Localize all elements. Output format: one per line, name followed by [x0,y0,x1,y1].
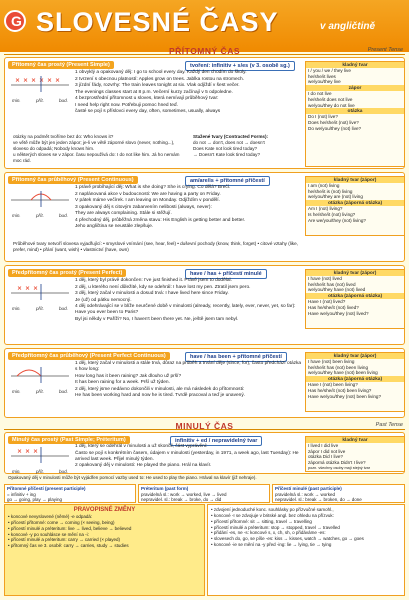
conj-row: we/you/they live [308,79,341,85]
svg-text:×: × [17,285,23,292]
conj-row: Have we/you/they (not) been living? [308,393,382,399]
conj-row: he/she/it is (not) living [308,188,353,194]
past-simple-conjugation [305,436,405,472]
preterite-title: Préteritum (past form) [141,486,189,491]
spelling-rule: • koncové -ie se mění na -y před -ing: lie → lying, tie → tying [211,542,332,548]
present-continuous-timeline [9,187,71,221]
example-line: 1 právě probíhající děj: What is she doing? She is crying. Co dělá? Brečí. [75,185,231,190]
timeline-label-future: bud. [59,306,68,311]
page-subtitle: v angličtině [320,21,376,32]
conj-row: he/she/it has (not) lived [308,281,356,287]
svg-text:×: × [33,448,39,455]
brand-logo-icon [4,10,26,32]
present-continuous-title: Přítomný čas průběhový (Present Continuous) [8,176,138,184]
timeline-label-past: min. [12,213,21,218]
example-line: The evenings classes start at 8 p.m. Večerní kurzy začínají v 5 odpoledne. [75,89,233,95]
timeline-label-past: min. [12,469,21,474]
example-line: Často se pojí s konkrétním časem, údajem v minulosti (yesterday, in 1971, a week ago, last Tuesday): He arrived last week. Přijel minulý týden. [75,450,299,462]
example-line: Opakovaný děj v minulosti může být vyjádřen pomocí vazby used to: He used to play the piano. Hrával na klavír (již nehraje). [8,475,257,480]
conj-row: Have I (not) been living? [308,382,358,388]
present-perfect-continuous-examples [75,361,303,400]
section-past-title: MINULÝ ČAS [175,421,234,431]
example-line: 2 tvrzení s obecnou platností: Apples grow on trees. Jablka rostou na stromech. [75,76,245,82]
svg-text:×: × [31,77,37,84]
past-simple-formula: infinitiv + ed / nepravidelný tvar [170,436,262,446]
conj-header: kladný tvar (zápor) [306,270,404,276]
header-banner [0,0,409,52]
spelling-rule: • koncové nevyslovené (němé) -e odpadá: [8,514,93,519]
present-simple-examples [75,70,303,116]
section-present-title: PŘÍTOMNÝ ČAS [168,46,241,56]
participle-row: pravidelná sl.: work → worked, live → lived [141,491,227,497]
block-present-continuous [4,172,405,262]
spelling-rule: • přítomný čas ve 3. osobě: carry → carries, study → studies [8,543,129,549]
present-simple-title: Přítomný čas prostý (Present Simple) [8,61,114,69]
spelling-title: PRAVOPISNÉ ZMĚNY [73,507,136,513]
preterite-box [138,484,270,503]
conj-row: Is he/she/it (not) living? [308,211,356,217]
spelling-rule: • přidání -es, ne -s: koncové s, x, ch, sh, o přidáváme -es: [211,530,326,536]
present-continuous-conjugation [305,176,405,236]
svg-text:×: × [55,77,61,84]
conj-row: he/she/it lives [308,73,336,79]
example-line: I need help right now. Potřebuji pomoc hned teď. [75,102,179,108]
conj-row: I have (not) been living [308,359,355,364]
section-past-en: Past Tense [375,422,403,428]
present-continuous-examples [75,185,303,231]
page-title: SLOVESNÉ ČASY [36,7,279,37]
past-simple-title: Minulý čas prostý (Past Simple; Préteritum) [8,436,130,444]
conj-row: Have we/you/they (not) lived? [308,310,369,316]
example-line: How long has it been raining? Jak dlouho už prší? [75,373,182,379]
example-line: They are always complaining. Stále si stěžují. [75,211,172,217]
conj-header: otázka (záporná otázka) [306,200,404,206]
example-line: It has been raining for a week. Prší už týden. [75,380,170,386]
timeline-label-future: bud. [59,389,68,394]
conj-row: Has he/she/it (not) been living? [308,387,372,393]
example-line: He has been working hard and now he is tired. Tvrdě pracoval a teď je unavený. [75,393,246,399]
participle-row: = infinitiv + ing [7,491,36,497]
example-line: 1 děj, který začal v minulosti a stále trvá, důraz na průběh a trvání děje (since, for), často předchází otázka s how long: [75,361,302,373]
present-perfect-timeline [9,280,71,314]
conj-header: kladný tvar [306,437,404,443]
contracted-line: Does Kate not look tired today? [193,145,258,151]
svg-text:×: × [25,448,31,455]
block-present-perfect [4,265,405,345]
conj-row: otázka Did I live? [308,454,343,460]
conj-row: we/you/they have (not) been living [308,370,378,376]
spelling-changes-left [4,504,205,596]
timeline-graphic [9,187,71,213]
past-simple-used-to [8,475,298,481]
spelling-rule: • přícestí přítomné: sit → sitting, travel → travelling [211,518,312,524]
conj-row: he/she/it has (not) been living [308,364,369,370]
example-line: 1 obvyklý a opakovaný děj: I go to school every day. Každý den chodím do školy. [75,70,247,75]
conj-row: we/you/they are (not) living [308,194,363,200]
conj-header: kladný tvar (zápor) [306,177,404,183]
conj-row: Are we/you/they (not) living? [308,217,366,223]
conj-row: Do I (not) live? [308,114,338,120]
example-line: 3 děj, který začal v minulosti a dosud trvá: I have lived here since Friday. [75,291,229,297]
present-perfect-continuous-formula: have / has been + přítomné příčestí [185,352,287,362]
timeline-label-past: min. [12,306,21,311]
timeline-graphic [9,363,71,389]
note-line: otázky na podmět tvoříme bez do: Who knows it? [13,134,114,139]
conj-row: we/you/they do not live [308,102,355,108]
block-past-simple [4,432,405,474]
spelling-changes-right [207,504,405,596]
timeline-label-past: min. [12,389,21,394]
conj-row: I do not live [308,91,332,97]
timeline-label-future: bud. [59,469,68,474]
present-continuous-formula: am/are/is + přítomné příčestí [185,176,270,186]
example-line: 2 děj, u kterého není důležité, kdy se odehrál: I have lost my pen. Ztratil jsem pero. [75,284,251,290]
present-continuous-notes [13,241,303,253]
conj-note: pozn. všechny osoby mají stejný tvar [308,465,371,470]
conj-row: Have I (not) lived? [308,299,346,305]
conj-header: kladný tvar (zápor) [306,353,404,359]
conj-row: Am I (not) living? [308,206,343,212]
example-line: 2 naplánovaná akce v budoucnosti: We are having a party on Friday. [75,191,221,197]
timeline-graphic [9,443,71,469]
participle-row: go → going, play → playing [7,497,63,503]
example-line: 4 děj odehrávající se v blíže neurčené době v minulosti (already, recently, lately, ever, never, yet, so far): Have you ever been to Paris? [75,304,296,316]
note-line: ve větě může být jen jeden zápor; je-li ve větě záporné slovo (never, nothing...), sloveso do odpadá; Nobody knows him. [13,139,175,151]
timeline-label-present: přít. [36,306,44,311]
section-present-en: Present Tense [367,47,403,53]
conj-row: I am (not) living [308,183,340,188]
conj-header: otázka (záporná otázka) [306,293,404,299]
svg-text:×: × [25,285,31,292]
past-simple-timeline [9,443,71,477]
present-perfect-formula: have / has + příčestí minulé [185,269,267,279]
example-line: Byl jsi někdy v Paříži? No, I haven't been there yet. Ne, ještě jsem tam nebyl. [75,316,239,322]
timeline-label-present: přít. [36,98,44,103]
participle-row: nepravidel. sl.: break → broken, do → done [275,497,362,503]
timeline-label-future: bud. [59,98,68,103]
svg-text:×: × [47,77,53,84]
present-simple-notes [13,134,188,163]
block-present-perfect-continuous [4,348,405,418]
present-simple-formula: tvoření: infinitiv + s/es (v 3. osobě sg.) [185,61,295,71]
participle-row: nepravidel. sl.: break → broke, do → did [141,497,222,503]
present-perfect-continuous-conjugation [305,352,405,412]
conj-row: I have (not) lived [308,276,342,281]
example-line: 1 děj, který byl právě dokončen: I've just finished it. Právě jsem to dodělal. [75,278,232,283]
spelling-rule: • zdvojení jednoduché konc. souhlásky po přízvučné samohl., [211,507,334,512]
contracted-line: do not → don't, does not → doesn't [193,139,265,145]
timeline-label-past: min. [12,98,21,103]
example-line: Jeho angličtina se neustále zlepšuje. [75,224,154,230]
spelling-rule: • přícestí minulé a préteritum: live → lived, believe → believed [8,525,132,531]
example-line: 4 přechodný děj, průběžná změna stavu: His English is getting better and better. [75,217,246,223]
conj-row: I lived I did live [308,443,339,448]
past-participle-box [272,484,405,503]
contracted-forms [193,134,301,158]
svg-text:×: × [17,448,23,455]
timeline-label-present: přít. [36,213,44,218]
present-participle-box [4,484,136,503]
present-perfect-examples [75,278,303,323]
past-simple-examples [75,444,303,470]
spelling-rule: • slovesech do, go, se píše -es: kiss → kisses, watch → watches, go → goes [211,536,364,542]
spelling-rule: • přícestí minulé a préteritum: carry → carried (× played) [8,537,120,543]
note-line: Průběhové tvary netvoří slovesa vyjadřující: • smyslové vnímání (see, hear, feel) • duševní pochody (know, think, forget) • citové vztahy (like, prefer, mind) • přání (want, wish) • vlastnictví (have, own) [13,241,298,252]
timeline-label-future: bud. [59,213,68,218]
example-line: 1 děj, který se odehrál v minulosti a už skončil, část vyprávění: [75,444,208,449]
example-line: 3 opakovaný děj s citovým zabarvením nelibosti (always, never): [75,204,212,210]
present-perfect-title: Předpřítomný čas prostý (Present Perfect) [8,269,126,277]
present-simple-conjugation [305,61,405,167]
conj-row: záporná otázka Didn't I live? [308,460,366,466]
conj-row: I / you / we / they live [308,68,351,73]
note-line: u některých sloves se v zápor. času nepoužívá do: I do not like him. Já ho nemám moc rád. [13,151,180,163]
timeline-label-present: přít. [36,389,44,394]
example-line: 4 bezprostřední přítomnost u sloves, která nemívají průběhový tvar: [75,96,219,102]
svg-text:×: × [23,77,29,84]
timeline-graphic [9,72,71,98]
spelling-rule: • přícestí minulé a préteritum: stop → stopped, travel → travelled [211,524,340,530]
conj-row: zápor I did not live [308,448,346,454]
spelling-rule: • přícestí přítomné: come → coming (× seeing, being) [8,519,115,525]
present-simple-timeline [9,72,71,106]
participle-row: pravidelná sl.: work → worked [275,491,336,497]
svg-text:×: × [15,77,21,84]
example-line: časté se pojí s příslovci every day, often, sometimes, usually, always [75,109,221,115]
example-line: V pátek máme večírek. I am leaving on Monday. Odjíždím v pondělí. [75,198,220,204]
svg-text:×: × [39,77,45,84]
conj-row: we/you/they have (not) lived [308,287,366,293]
spelling-rule: • koncové -I se zdvojuje v britské angl. bez ohledu na přízvuk: [211,512,334,518]
timeline-graphic [9,280,71,306]
block-present-simple [4,57,405,169]
conj-row: he/she/it does not live [308,96,353,102]
conj-header: otázka [306,108,404,114]
example-line: Je (už) od pátku nemocný. [75,297,132,303]
logo-letter: G [11,13,22,29]
conj-row: Do we/you/they (not) live? [308,125,362,131]
conj-header: zápor [306,85,404,91]
conj-row: Has he/she/it (not) lived? [308,304,359,310]
example-line: 3 jízdní řády, rozvrhy: The train leaves tonight at six. Vlak odjíždí v šest večer. [75,83,240,89]
contracted-title: Stažené tvary (Contracted Forms): [193,134,269,139]
present-participle-title: Přítomné příčestí (present participle) [7,486,86,491]
example-line: 2 opakovaný děj v minulosti: He played the piano. Hrál na klavír. [75,463,212,469]
timeline-label-present: přít. [36,469,44,474]
example-line: 2 děj, který jsme nedávno dokončili v minulosti, ale má následek do přítomnosti: [75,386,245,392]
spelling-rule: • koncové -y po souhlásce se mění na -i: [8,531,89,537]
conj-header: kladný tvar [306,62,404,68]
svg-text:×: × [33,285,39,292]
conj-header: otázka (záporná otázka) [306,376,404,382]
section-past [4,421,405,430]
contracted-line: → Doesn't Kate look tired today? [193,151,261,157]
present-perfect-continuous-title: Předpřítomný čas průběhový (Present Perfect Continuous) [8,352,170,360]
conj-row: Does he/she/it (not) live? [308,120,359,126]
past-participle-title: Příčestí minulé (past participle) [275,486,342,491]
present-perfect-continuous-timeline [9,363,71,397]
present-perfect-conjugation [305,269,405,329]
section-present [4,46,405,55]
